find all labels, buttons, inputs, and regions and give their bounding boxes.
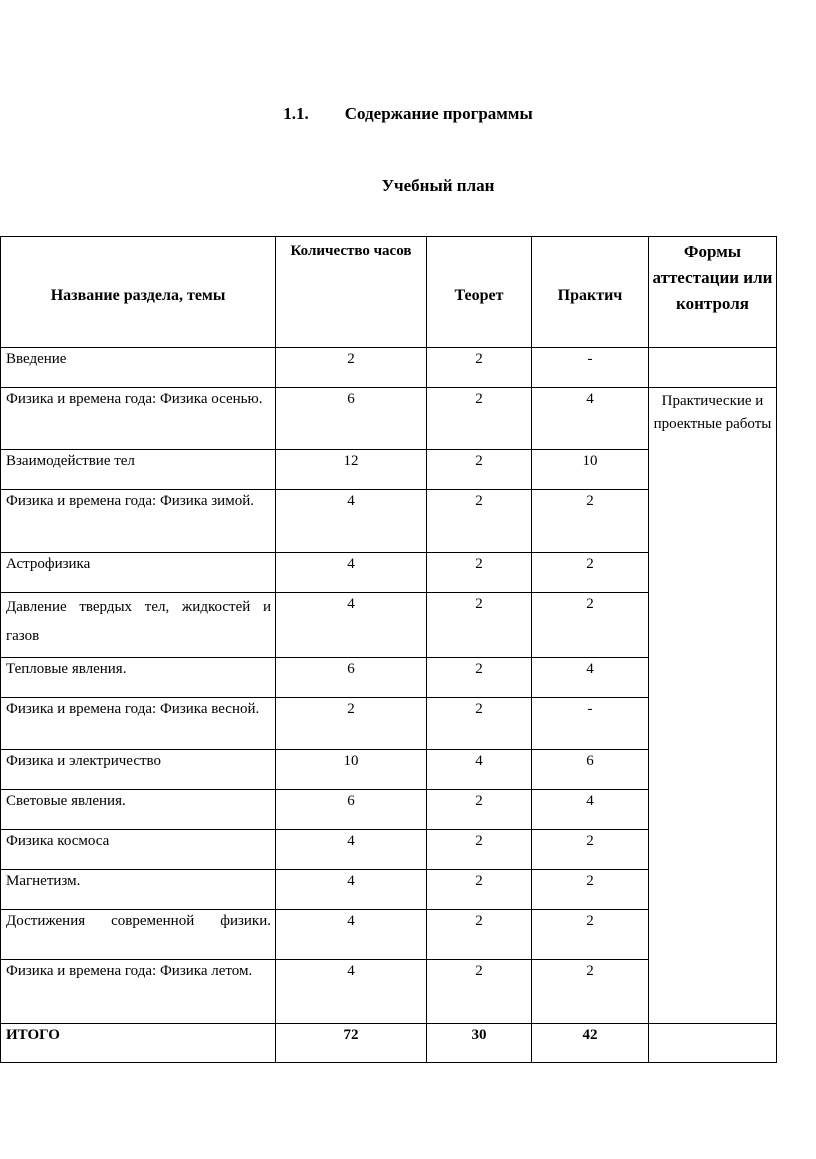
row-name: Физика и времена года: Физика летом.	[1, 960, 276, 1024]
total-practice: 42	[532, 1024, 649, 1063]
row-name: Введение	[1, 348, 276, 388]
row-theory: 2	[427, 870, 532, 910]
row-name: Тепловые явления.	[1, 658, 276, 698]
total-theory: 30	[427, 1024, 532, 1063]
row-practice: 2	[532, 960, 649, 1024]
table-row	[1, 388, 777, 450]
row-hours: 4	[276, 830, 427, 870]
row-name: Физика и электричество	[1, 750, 276, 790]
total-label: ИТОГО	[1, 1024, 276, 1063]
row-practice: 6	[532, 750, 649, 790]
row-hours: 2	[276, 698, 427, 750]
row-practice: 2	[532, 553, 649, 593]
header-theory: Теорет	[427, 237, 532, 348]
row-theory: 2	[427, 450, 532, 490]
row-name: Достижения современной физики.	[1, 910, 276, 960]
row-name: Физика космоса	[1, 830, 276, 870]
row-hours: 6	[276, 388, 427, 450]
total-row	[1, 1024, 777, 1063]
row-theory: 2	[427, 348, 532, 388]
row-hours: 4	[276, 490, 427, 553]
row-theory: 2	[427, 388, 532, 450]
row-forms-empty	[649, 348, 777, 388]
row-theory: 2	[427, 790, 532, 830]
forms-of-attestation: Практические и проектные работы	[649, 388, 777, 1024]
curriculum-table	[0, 236, 777, 1063]
total-hours: 72	[276, 1024, 427, 1063]
row-hours: 12	[276, 450, 427, 490]
row-hours: 2	[276, 348, 427, 388]
row-practice: 2	[532, 490, 649, 553]
row-hours: 4	[276, 553, 427, 593]
table-row	[1, 348, 777, 388]
row-practice: 10	[532, 450, 649, 490]
row-theory: 2	[427, 490, 532, 553]
row-hours: 10	[276, 750, 427, 790]
row-practice: 2	[532, 593, 649, 658]
row-name: Физика и времена года: Физика весной.	[1, 698, 276, 750]
row-hours: 6	[276, 790, 427, 830]
row-theory: 2	[427, 830, 532, 870]
row-hours: 4	[276, 593, 427, 658]
row-name: Взаимодействие тел	[1, 450, 276, 490]
section-number: 1.1.	[283, 104, 309, 123]
row-practice: -	[532, 348, 649, 388]
row-name: Астрофизика	[1, 553, 276, 593]
row-theory: 2	[427, 593, 532, 658]
header-hours: Количество часов	[276, 237, 427, 348]
row-hours: 4	[276, 870, 427, 910]
row-theory: 4	[427, 750, 532, 790]
row-theory: 2	[427, 553, 532, 593]
header-practice: Практич	[532, 237, 649, 348]
row-name: Световые явления.	[1, 790, 276, 830]
row-hours: 6	[276, 658, 427, 698]
section-heading	[0, 104, 816, 124]
row-practice: -	[532, 698, 649, 750]
row-name: Давление твердых тел, жидкостей и газов	[1, 593, 276, 658]
row-theory: 2	[427, 910, 532, 960]
row-practice: 2	[532, 870, 649, 910]
row-practice: 2	[532, 830, 649, 870]
header-name: Название раздела, темы	[1, 237, 276, 348]
row-practice: 4	[532, 658, 649, 698]
row-hours: 4	[276, 910, 427, 960]
row-name: Магнетизм.	[1, 870, 276, 910]
table-title: Учебный план	[381, 176, 495, 195]
row-hours: 4	[276, 960, 427, 1024]
row-practice: 4	[532, 388, 649, 450]
row-name: Физика и времена года: Физика зимой.	[1, 490, 276, 553]
row-theory: 2	[427, 698, 532, 750]
row-name: Физика и времена года: Физика осенью.	[1, 388, 276, 450]
total-forms-empty	[649, 1024, 777, 1063]
section-title: Содержание программы	[344, 104, 533, 123]
row-practice: 4	[532, 790, 649, 830]
header-forms: Формы аттестации или контроля	[649, 237, 777, 348]
row-theory: 2	[427, 960, 532, 1024]
table-header-row	[1, 237, 777, 348]
row-practice: 2	[532, 910, 649, 960]
row-theory: 2	[427, 658, 532, 698]
